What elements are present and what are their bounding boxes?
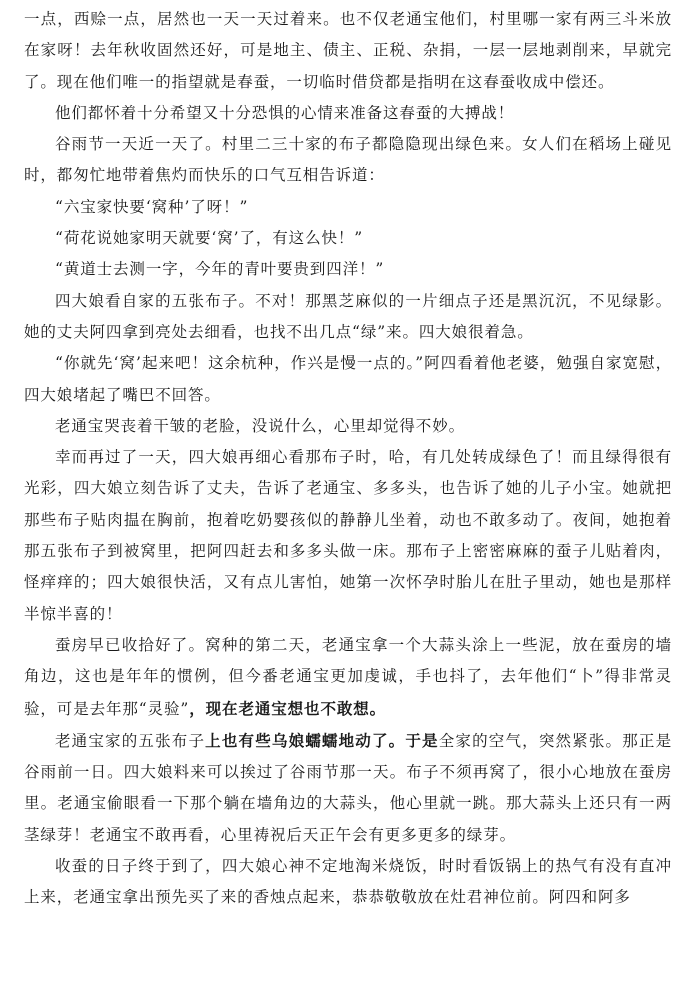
paragraph-5 [24,223,672,254]
paragraph-8-text: “你就先‘窝’起来吧！这余杭种，作兴是慢一点的。”阿四看着他老婆，勉强自家宽慰，四大娘堵起了嘴巴不回答。 [24,354,672,404]
paragraph-9 [24,411,672,442]
paragraph-4 [24,192,672,223]
paragraph-2 [24,98,672,129]
paragraph-6 [24,254,672,285]
paragraph-1 [24,4,672,98]
paragraph-10 [24,442,672,630]
paragraph-10-text: 幸而再过了一天，四大娘再细心看那布子时，哈，有几处转成绿色了！而且绿得很有光彩，四大娘立刻告诉了丈夫，告诉了老通宝、多多头，也告诉了她的儿子小宝。她就把那些布子贴肉揾在胸前，抱着吃奶婴孩似的静静儿坐着，动也不敢多动了。夜间，她抱着那五张布子到被窝里，把阿四赶去和多多头做一床。那布子上密密麻麻的蚕子儿贴着肉，怪痒痒的；四大娘很快活，又有点儿害怕，她第一次怀孕时胎儿在肚子里动，她也是那样半惊半喜的！ [24,448,672,623]
paragraph-12-bold-mid: 上也有些乌娘蠕蠕地动了。于是 [205,730,439,750]
paragraph-1-text: 一点，西赊一点，居然也一天一天过着来。也不仅老通宝他们，村里哪一家有两三斗米放在家呀！去年秋收固然还好，可是地主、债主、正税、杂捐，一层一层地剥削来，早就完了。现在他们唯一的指望就是春蚕，一切临时借贷都是指明在这春蚕收成中偿还。 [24,10,672,91]
paragraph-12 [24,725,672,851]
paragraph-3-text: 谷雨节一天近一天了。村里二三十家的布子都隐隐现出绿色来。女人们在稻场上碰见时，都匆忙地带着焦灼而快乐的口气互相告诉道： [24,135,672,185]
paragraph-9-text: 老通宝哭丧着干皱的老脸，没说什么，心里却觉得不妙。 [55,416,466,435]
paragraph-4-text: “六宝家快要‘窝种’了呀！” [55,197,249,216]
paragraph-11-text: 蚕房早已收拾好了。窝种的第二天，老通宝拿一个大蒜头涂上一些泥，放在蚕房的墙角边，这也是年年的惯例，但今番老通宝更加虔诚，手也抖了，去年他们“卜”得非常灵验，可是去年那“灵验” [24,635,672,718]
paragraph-5-text: “荷花说她家明天就要‘窝’了，有这么快！” [55,229,364,248]
paragraph-11 [24,630,672,725]
paragraph-11-bold-tail: ，现在老通宝想也不敢想。 [189,698,387,718]
paragraph-6-text: “黄道士去测一字，今年的青叶要贵到四洋！” [55,260,385,279]
paragraph-7-text: 四大娘看自家的五张布子。不对！那黑芝麻似的一片细点子还是黑沉沉，不见绿影。她的丈夫阿四拿到亮处去细看，也找不出几点“绿”来。四大娘很着急。 [24,291,672,341]
paragraph-3 [24,129,672,192]
paragraph-13 [24,851,672,914]
paragraph-2-text: 他们都怀着十分希望又十分恐惧的心情来准备这春蚕的大搏战！ [55,103,515,122]
paragraph-8 [24,348,672,411]
paragraph-12-text: 老通宝家的五张布子 [55,731,206,750]
paragraph-12-text-after: 全家的空气，突然紧张。那正是谷雨前一日。四大娘料来可以挨过了谷雨节那一天。布子不须再窝了，很小心地放在蚕房里。老通宝偷眼看一下那个躺在墙角边的大蒜头，他心里就一跳。那大蒜头上还只有一两茎绿芽！老通宝不敢再看，心里祷祝后天正午会有更多更多的绿芽。 [24,731,672,844]
paragraph-7 [24,286,672,349]
paragraph-13-text: 收蚕的日子终于到了，四大娘心神不定地淘米烧饭，时时看饭锅上的热气有没有直冲上来，老通宝拿出预先买了来的香烛点起来，恭恭敬敬放在灶君神位前。阿四和阿多 [24,857,672,907]
